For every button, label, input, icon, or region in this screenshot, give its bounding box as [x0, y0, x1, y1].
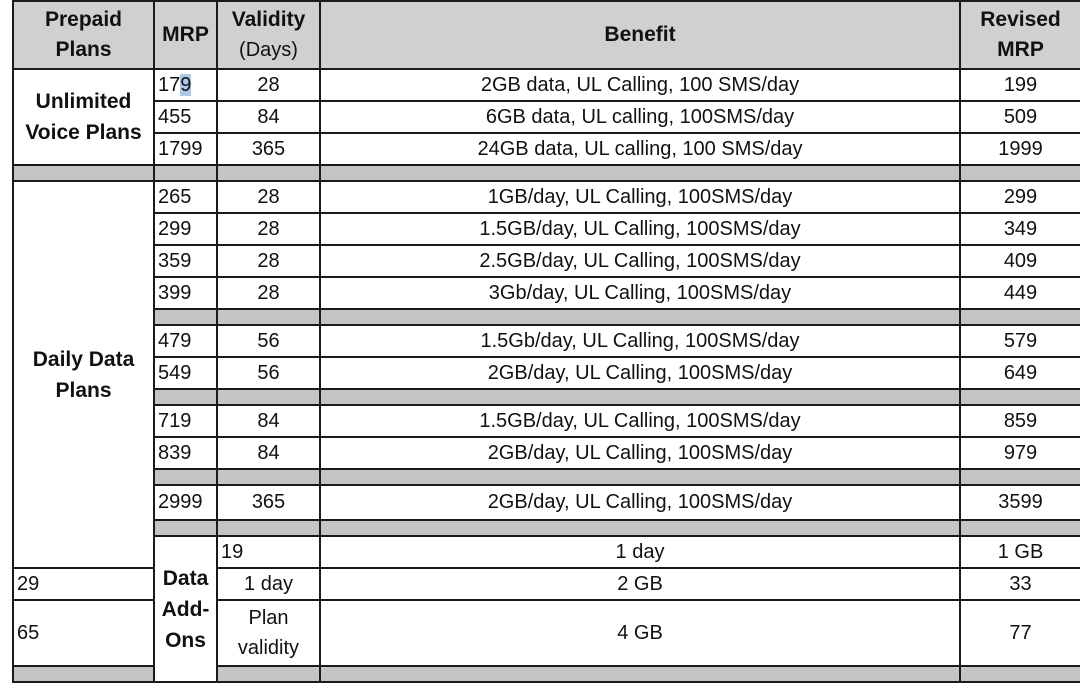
validity-cell: 28: [217, 181, 320, 213]
header-revised-mrp: Revised MRP: [960, 1, 1080, 69]
validity-cell: 1 day: [217, 568, 320, 600]
revised-mrp-cell: 299: [960, 181, 1080, 213]
revised-mrp-cell: 409: [960, 245, 1080, 277]
revised-mrp-cell: 509: [960, 101, 1080, 133]
mrp-cell: 399: [154, 277, 217, 309]
benefit-cell: 2GB/day, UL Calling, 100SMS/day: [320, 485, 960, 520]
table-row: [13, 133, 1080, 165]
prepaid-tariff-table: [12, 0, 1080, 683]
validity-cell: 28: [217, 69, 320, 101]
revised-mrp-cell: 199: [960, 69, 1080, 101]
benefit-cell: 2 GB: [320, 568, 960, 600]
benefit-cell: 1.5GB/day, UL Calling, 100SMS/day: [320, 213, 960, 245]
table-row: [13, 277, 1080, 309]
mrp-cell: 19: [217, 536, 320, 568]
table-row: [13, 181, 1080, 213]
benefit-cell: 3Gb/day, UL Calling, 100SMS/day: [320, 277, 960, 309]
revised-mrp-cell: 33: [960, 568, 1080, 600]
table-row: [13, 325, 1080, 357]
benefit-cell: 6GB data, UL calling, 100SMS/day: [320, 101, 960, 133]
validity-cell: 1 day: [320, 536, 960, 568]
separator-row: [13, 309, 1080, 325]
validity-cell: 365: [217, 133, 320, 165]
revised-mrp-cell: 3599: [960, 485, 1080, 520]
benefit-cell: 2GB data, UL Calling, 100 SMS/day: [320, 69, 960, 101]
table-row: [13, 536, 1080, 568]
table-row: [13, 437, 1080, 469]
validity-cell: 56: [217, 357, 320, 389]
mrp-cell: 179: [154, 69, 217, 101]
header-prepaid-plans: Prepaid Plans: [13, 1, 154, 69]
benefit-cell: 2.5GB/day, UL Calling, 100SMS/day: [320, 245, 960, 277]
benefit-cell: 4 GB: [320, 600, 960, 666]
revised-mrp-cell: 859: [960, 405, 1080, 437]
benefit-cell: 1 GB: [960, 536, 1080, 568]
mrp-cell: 1799: [154, 133, 217, 165]
benefit-cell: 1.5Gb/day, UL Calling, 100SMS/day: [320, 325, 960, 357]
category-data-addons: Data Add- Ons: [154, 536, 217, 682]
separator-row: [13, 469, 1080, 485]
revised-mrp-cell: 449: [960, 277, 1080, 309]
header-benefit: Benefit: [320, 1, 960, 69]
table-row: [13, 357, 1080, 389]
revised-mrp-cell: 579: [960, 325, 1080, 357]
table-row: [13, 485, 1080, 520]
category-unlimited-voice: Unlimited Voice Plans: [13, 69, 154, 165]
mrp-cell: 549: [154, 357, 217, 389]
mrp-cell: 265: [154, 181, 217, 213]
mrp-cell: 359: [154, 245, 217, 277]
table-row: [13, 69, 1080, 101]
validity-cell: Plan validity: [217, 600, 320, 666]
benefit-cell: 24GB data, UL calling, 100 SMS/day: [320, 133, 960, 165]
separator-row: [13, 389, 1080, 405]
validity-cell: 28: [217, 245, 320, 277]
validity-cell: 84: [217, 101, 320, 133]
benefit-cell: 1.5GB/day, UL Calling, 100SMS/day: [320, 405, 960, 437]
benefit-cell: 1GB/day, UL Calling, 100SMS/day: [320, 181, 960, 213]
separator-row: [13, 165, 1080, 181]
validity-cell: 365: [217, 485, 320, 520]
revised-mrp-cell: 649: [960, 357, 1080, 389]
revised-mrp-cell: 979: [960, 437, 1080, 469]
mrp-cell: 65: [13, 600, 154, 666]
validity-cell: 84: [217, 437, 320, 469]
mrp-cell: 455: [154, 101, 217, 133]
table-row: [13, 405, 1080, 437]
mrp-cell: 839: [154, 437, 217, 469]
mrp-cell: 299: [154, 213, 217, 245]
header-validity: Validity (Days): [217, 1, 320, 69]
mrp-cell: 29: [13, 568, 154, 600]
validity-cell: 84: [217, 405, 320, 437]
benefit-cell: 2GB/day, UL Calling, 100SMS/day: [320, 357, 960, 389]
revised-mrp-cell: 349: [960, 213, 1080, 245]
revised-mrp-cell: 1999: [960, 133, 1080, 165]
validity-cell: 56: [217, 325, 320, 357]
mrp-cell: 479: [154, 325, 217, 357]
revised-mrp-cell: 77: [960, 600, 1080, 666]
table-row: [13, 101, 1080, 133]
category-daily-data: Daily Data Plans: [13, 181, 154, 568]
table-row: [13, 245, 1080, 277]
mrp-cell: 719: [154, 405, 217, 437]
header-row: [13, 1, 1080, 69]
table-row: [13, 213, 1080, 245]
header-mrp: MRP: [154, 1, 217, 69]
separator-row: [13, 520, 1080, 536]
mrp-cell: 2999: [154, 485, 217, 520]
validity-cell: 28: [217, 277, 320, 309]
validity-cell: 28: [217, 213, 320, 245]
benefit-cell: 2GB/day, UL Calling, 100SMS/day: [320, 437, 960, 469]
